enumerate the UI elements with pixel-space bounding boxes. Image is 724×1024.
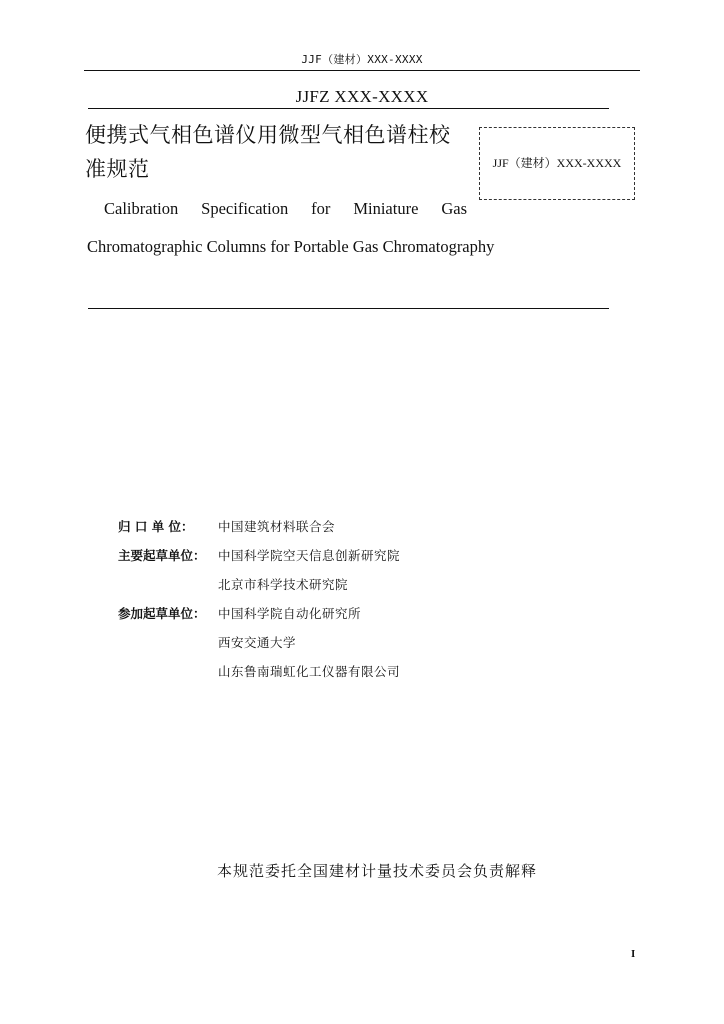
title-english-line-1: Calibration Specification for Miniature Gas — [104, 199, 467, 218]
participating-unit: 西安交通大学 — [218, 635, 297, 650]
document-code: JJFZ XXX-XXXX — [295, 87, 429, 106]
title-chinese-line-1: 便携式气相色谱仪用微型气相色谱柱校 — [85, 123, 451, 147]
participating-row — [118, 602, 538, 631]
participating-unit: 山东鲁南瑞虹化工仪器有限公司 — [218, 664, 401, 679]
main-drafting-unit: 北京市科学技术研究院 — [218, 577, 349, 592]
main-drafting-label: 主要起草单位： — [118, 548, 206, 563]
responsible-unit: 中国建筑材料联合会 — [218, 519, 336, 534]
responsible-unit-row — [118, 515, 538, 544]
title-rule-bottom — [88, 308, 609, 309]
participating-label: 参加起草单位： — [118, 606, 206, 621]
page-number: I — [631, 948, 636, 960]
title-chinese-line-2: 准规范 — [85, 157, 150, 181]
title-chinese — [85, 118, 465, 186]
participating-row — [118, 660, 538, 689]
header-rule — [84, 70, 640, 71]
participating-row — [118, 631, 538, 660]
replaces-box — [479, 127, 635, 200]
interpretation-note: 本规范委托全国建材计量技术委员会负责解释 — [216, 862, 537, 880]
drafting-units — [118, 515, 538, 689]
participating-unit: 中国科学院自动化研究所 — [218, 606, 362, 621]
responsible-unit-label: 归 口 单 位： — [118, 519, 194, 534]
main-drafting-unit: 中国科学院空天信息创新研究院 — [218, 548, 401, 563]
title-rule-top — [88, 108, 609, 109]
main-drafting-row — [118, 544, 538, 573]
title-english-line-2: Chromatographic Columns for Portable Gas Chromatography — [87, 237, 495, 256]
running-header: JJF（建材）XXX-XXXX — [301, 53, 423, 66]
main-drafting-row — [118, 573, 538, 602]
replaces-code: JJF（建材）XXX-XXXX — [492, 156, 622, 170]
